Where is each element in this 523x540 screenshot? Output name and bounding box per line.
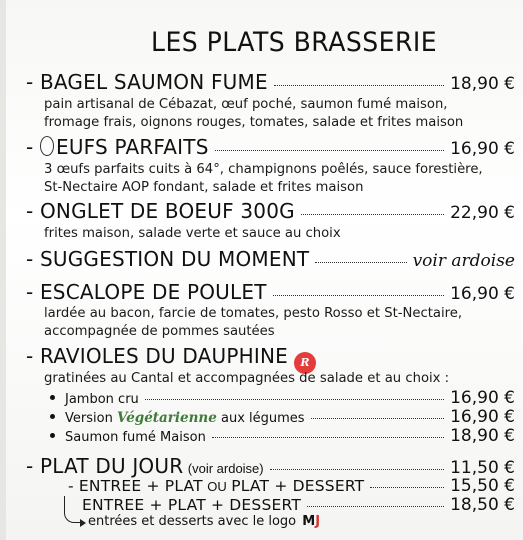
dish-price: 16,90 € xyxy=(450,284,515,304)
leader-dots xyxy=(370,487,444,488)
logo-j: J xyxy=(315,514,321,529)
formula-2 xyxy=(82,495,515,515)
dish-price: 11,50 € xyxy=(450,458,515,478)
bullet-icon xyxy=(50,433,55,438)
leader-dots xyxy=(145,399,444,400)
option-vegetarienne xyxy=(50,407,515,427)
dish-price: 16,90 € xyxy=(450,139,515,159)
dish-ravioles xyxy=(26,344,515,371)
oe-ligature-outline-icon xyxy=(40,136,54,156)
dish-description: frites maison, salade verte et sauce au choix xyxy=(44,226,341,241)
leader-dots xyxy=(307,506,444,507)
dish-name: - BAGEL SAUMON FUME xyxy=(26,70,268,94)
curved-arrow-icon xyxy=(64,496,83,523)
leader-dots xyxy=(301,214,444,215)
formula-ou: OU xyxy=(207,479,227,494)
dish-name: - PLAT DU JOUR xyxy=(26,454,184,478)
dish-bagel xyxy=(26,70,515,94)
option-price: 16,90 € xyxy=(450,407,515,427)
dish-description: pain artisanal de Cébazat, œuf poché, saumon fumé maison, fromage frais, oignons rouges, tomates, salade et frites maison xyxy=(44,97,464,130)
leader-dots xyxy=(270,469,444,470)
dish-description: lardée au bacon, farcie de tomates, pesto Rosso et St-Nectaire, accompagnée de pommes sautées xyxy=(44,306,463,339)
dish-name: - RAVIOLES DU DAUPHINE xyxy=(26,344,288,368)
dish-name: - SUGGESTION DU MOMENT xyxy=(26,247,310,271)
leader-dots xyxy=(315,262,406,263)
formula-1 xyxy=(68,476,515,496)
leader-dots xyxy=(273,295,444,296)
dish-note: (voir ardoise) xyxy=(187,461,264,476)
dish-name: EUFS PARFAITS xyxy=(55,135,209,159)
footnote xyxy=(88,514,320,529)
dash: - xyxy=(26,135,40,159)
dish-plat-du-jour xyxy=(26,454,515,478)
bullet-icon xyxy=(50,414,55,419)
formula-price: 18,50 € xyxy=(450,495,515,515)
bullet-icon xyxy=(50,395,55,400)
option-saumon xyxy=(50,426,515,446)
dish-name: - ONGLET DE BOEUF 300G xyxy=(26,199,295,223)
dish-name: - ESCALOPE DE POULET xyxy=(26,280,267,304)
dish-price-ardoise: voir ardoise xyxy=(412,251,515,271)
option-price: 16,90 € xyxy=(450,388,515,408)
footnote-text: entrées et desserts avec le logo xyxy=(88,514,297,529)
leader-dots xyxy=(311,418,445,419)
option-label-before: Version xyxy=(65,411,113,426)
formula-price: 15,50 € xyxy=(450,476,515,496)
dish-name-wrap xyxy=(26,134,209,159)
menu-title: LES PLATS BRASSERIE xyxy=(150,27,438,58)
formula-part2: PLAT + DESSERT xyxy=(231,477,365,495)
leader-dots xyxy=(215,150,445,151)
page-edge xyxy=(0,0,6,540)
dish-oeufs xyxy=(26,134,515,159)
leader-dots xyxy=(274,85,444,86)
option-label: Saumon fumé Maison xyxy=(65,430,206,445)
dish-description: 3 œufs parfaits cuits à 64°, champignons poêlés, sauce forestière, St-Nectaire AOP fondant, salade et frites maison xyxy=(44,162,483,195)
dish-description: gratinées au Cantal et accompagnées de salade et au choix : xyxy=(44,371,450,386)
formula-part1: ENTREE + PLAT + DESSERT xyxy=(82,496,302,514)
logo-m: M xyxy=(302,514,316,529)
dish-price: 22,90 € xyxy=(450,203,515,223)
option-label: Jambon cru xyxy=(65,392,139,407)
dish-price: 18,90 € xyxy=(450,74,515,94)
label-rouge-icon: R xyxy=(294,352,316,374)
dish-onglet xyxy=(26,199,515,223)
dish-suggestion xyxy=(26,247,515,271)
dish-escalope xyxy=(26,280,515,304)
formula-part1: - ENTREE + PLAT xyxy=(68,477,203,495)
leader-dots xyxy=(212,437,444,438)
option-jambon xyxy=(50,388,515,408)
option-label-after: aux légumes xyxy=(220,411,305,426)
mj-logo-icon xyxy=(302,514,320,529)
option-label-vegetarienne: Végétarienne xyxy=(116,410,217,426)
option-price: 18,90 € xyxy=(450,426,515,446)
